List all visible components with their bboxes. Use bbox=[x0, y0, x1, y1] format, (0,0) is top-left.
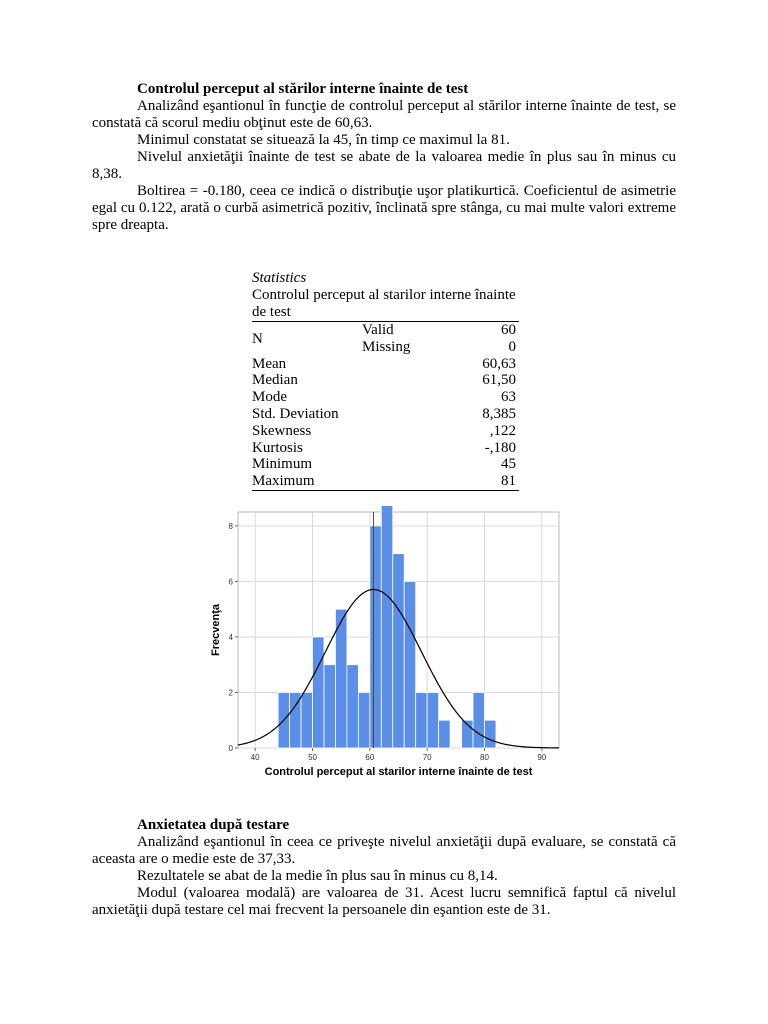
stat-value: 63 bbox=[501, 389, 516, 406]
histogram-bar bbox=[301, 692, 312, 748]
missing-value: 0 bbox=[508, 338, 516, 355]
histogram-bar bbox=[381, 506, 392, 748]
x-axis-label: Controlul perceput al starilor interne înainte de test bbox=[264, 766, 533, 778]
histogram-bar bbox=[473, 692, 484, 748]
y-tick-label: 6 bbox=[228, 577, 233, 587]
x-tick-label: 50 bbox=[308, 753, 317, 762]
stat-value: -,180 bbox=[484, 439, 516, 456]
section-after-test bbox=[92, 817, 676, 919]
histogram-bar bbox=[404, 581, 415, 748]
histogram-bar bbox=[427, 692, 438, 748]
paragraph: Modul (valoarea modală) are valoarea de 31. Acest lucru semnifică faptul că nivelul anxietăţii după testare cel mai frecvent la persoanele din eşantion este de 31. bbox=[92, 885, 676, 918]
histogram-bar bbox=[313, 637, 324, 748]
stat-value: ,122 bbox=[489, 422, 516, 439]
table-row bbox=[252, 456, 519, 473]
paragraph: Rezultatele se abat de la medie în plus sau în minus cu 8,14. bbox=[137, 868, 498, 884]
y-tick-label: 4 bbox=[228, 632, 233, 642]
stat-value: 61,50 bbox=[482, 372, 516, 389]
table-caption: Statistics bbox=[252, 270, 307, 286]
stat-label: Maximum bbox=[252, 473, 315, 490]
x-tick-label: 60 bbox=[365, 753, 375, 762]
y-tick-label: 2 bbox=[228, 688, 233, 698]
table-row bbox=[252, 389, 519, 406]
section-before-test bbox=[92, 81, 676, 234]
paragraph: Nivelul anxietăţii înainte de test se abate de la valoarea medie în plus sau în minus cu 8,38. bbox=[92, 149, 676, 182]
valid-value: 60 bbox=[501, 322, 516, 338]
histogram-bar bbox=[484, 720, 495, 748]
stat-label: Skewness bbox=[252, 422, 312, 439]
table-row bbox=[252, 406, 519, 423]
stat-value: 8,385 bbox=[482, 405, 516, 422]
stat-value: 45 bbox=[501, 456, 516, 473]
y-tick-label: 0 bbox=[228, 744, 233, 753]
histogram-bar bbox=[347, 665, 358, 748]
table-row bbox=[252, 356, 519, 373]
table-row bbox=[252, 423, 519, 440]
table-row bbox=[252, 322, 519, 339]
histogram-chart bbox=[205, 506, 565, 781]
x-tick-label: 80 bbox=[480, 753, 489, 762]
stat-label: Std. Deviation bbox=[252, 405, 339, 422]
table-row bbox=[252, 440, 519, 457]
table-row bbox=[252, 372, 519, 389]
section-heading: Controlul perceput al stărilor interne înainte de test bbox=[137, 81, 469, 97]
y-tick-label: 8 bbox=[228, 521, 233, 531]
histogram-bar bbox=[370, 526, 381, 748]
statistics-table-block bbox=[252, 270, 519, 491]
table-row bbox=[252, 473, 519, 490]
section-heading: Anxietatea după testare bbox=[137, 817, 290, 833]
histogram-bar bbox=[393, 554, 404, 748]
stat-value: 81 bbox=[501, 473, 516, 490]
paragraph: Boltirea = -0.180, ceea ce indică o distribuţie uşor platikurtică. Coeficientul de asimetrie egal cu 0.122, arată o curbă asimetrică pozitiv, înclinată spre stânga, cu mai multe valori extreme spre dreapta. bbox=[92, 183, 676, 233]
stat-label: Minimum bbox=[252, 456, 313, 473]
x-tick-label: 90 bbox=[537, 753, 547, 762]
valid-label: Valid bbox=[362, 322, 394, 338]
histogram-bar bbox=[324, 665, 335, 748]
paragraph: Analizând eşantionul în funcţie de controlul perceput al stărilor interne înainte de test, se constată că scorul mediu obţinut este de 60,63. bbox=[92, 98, 676, 131]
missing-label: Missing bbox=[362, 338, 411, 355]
paragraph: Analizând eşantionul în ceea ce priveşte nivelul anxietăţii după evaluare, se constată că aceasta are o medie este de 37,33. bbox=[92, 834, 676, 867]
stat-label: Mean bbox=[252, 355, 287, 372]
n-label: N bbox=[252, 330, 263, 347]
x-tick-label: 70 bbox=[422, 753, 432, 762]
paragraph: Minimul constatat se situează la 45, în timp ce maximul la 81. bbox=[137, 132, 510, 148]
statistics-table bbox=[252, 321, 519, 491]
y-axis-label: Frecvenţa bbox=[210, 604, 222, 656]
stat-label: Kurtosis bbox=[252, 439, 303, 456]
histogram-bar bbox=[439, 720, 450, 748]
stat-value: 60,63 bbox=[482, 355, 516, 372]
stat-label: Median bbox=[252, 372, 298, 389]
x-tick-label: 40 bbox=[250, 753, 260, 762]
stat-label: Mode bbox=[252, 389, 287, 406]
table-subtitle: Controlul perceput al starilor interne înainte de test bbox=[252, 287, 516, 320]
histogram-bar bbox=[358, 692, 369, 748]
histogram-bar bbox=[416, 692, 427, 748]
